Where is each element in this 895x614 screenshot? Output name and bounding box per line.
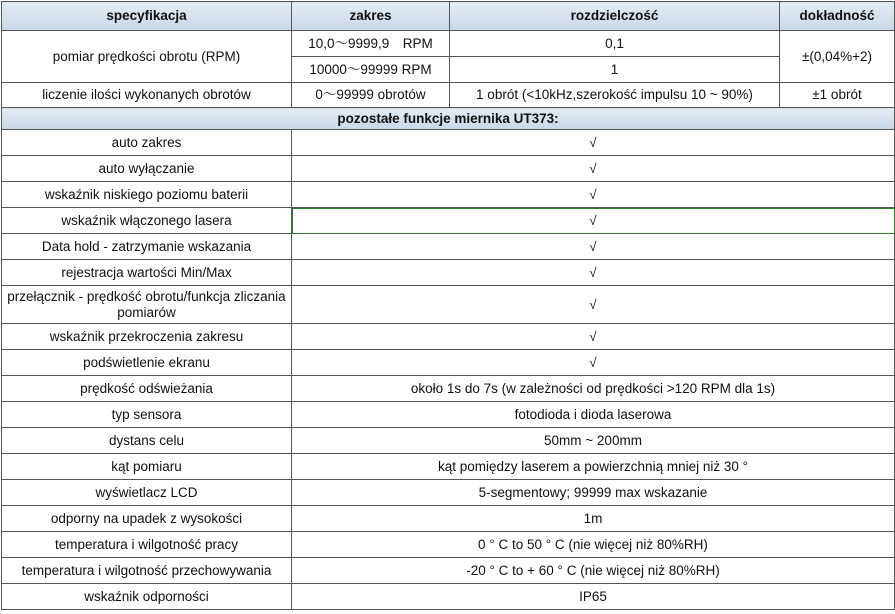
section-row bbox=[2, 108, 895, 130]
function-value: około 1s do 7s (w zależności od prędkości >120 RPM dla 1s) bbox=[292, 376, 895, 402]
function-row bbox=[2, 506, 895, 532]
function-label: temperatura i wilgotność pracy bbox=[2, 532, 292, 558]
spec-table bbox=[1, 1, 895, 610]
function-row bbox=[2, 428, 895, 454]
check-mark: √ bbox=[292, 350, 895, 376]
rpm-resolution-1: 0,1 bbox=[450, 31, 780, 57]
function-value: 1m bbox=[292, 506, 895, 532]
rpm-label: pomiar prędkości obrotu (RPM) bbox=[2, 31, 292, 83]
rpm-row-1 bbox=[2, 31, 895, 57]
function-value: kąt pomiędzy laserem a powierzchnią mniej niż 30 ° bbox=[292, 454, 895, 480]
function-value: 5-segmentowy; 99999 max wskazanie bbox=[292, 480, 895, 506]
header-range: zakres bbox=[292, 2, 450, 31]
function-label: wskaźnik niskiego poziomu baterii bbox=[2, 182, 292, 208]
function-label: temperatura i wilgotność przechowywania bbox=[2, 558, 292, 584]
section-title: pozostałe funkcje miernika UT373: bbox=[2, 108, 895, 130]
function-row bbox=[2, 156, 895, 182]
function-label: auto zakres bbox=[2, 130, 292, 156]
function-value: fotodioda i dioda laserowa bbox=[292, 402, 895, 428]
function-row bbox=[2, 130, 895, 156]
count-row bbox=[2, 83, 895, 108]
header-row bbox=[2, 2, 895, 31]
rpm-range-1: 10,0～9999,9 RPM bbox=[292, 31, 450, 57]
function-row bbox=[2, 402, 895, 428]
function-label: auto wyłączanie bbox=[2, 156, 292, 182]
count-range: 0～99999 obrotów bbox=[292, 83, 450, 108]
rpm-resolution-2: 1 bbox=[450, 57, 780, 83]
function-label: Data hold - zatrzymanie wskazania bbox=[2, 234, 292, 260]
function-label: prędkość odświeżania bbox=[2, 376, 292, 402]
header-resolution: rozdzielczość bbox=[450, 2, 780, 31]
function-label: przełącznik - prędkość obrotu/funkcja zliczania pomiarów bbox=[2, 286, 292, 324]
check-mark: √ bbox=[292, 182, 895, 208]
function-row bbox=[2, 480, 895, 506]
function-row bbox=[2, 260, 895, 286]
function-row bbox=[2, 182, 895, 208]
check-mark: √ bbox=[292, 260, 895, 286]
function-value: -20 ° C to + 60 ° C (nie więcej niż 80%RH) bbox=[292, 558, 895, 584]
function-label: podświetlenie ekranu bbox=[2, 350, 292, 376]
function-label: dystans celu bbox=[2, 428, 292, 454]
function-row bbox=[2, 532, 895, 558]
function-value: 0 ° C to 50 ° C (nie więcej niż 80%RH) bbox=[292, 532, 895, 558]
check-mark-selected: √ bbox=[292, 208, 895, 234]
function-value: 50mm ~ 200mm bbox=[292, 428, 895, 454]
function-row bbox=[2, 208, 895, 234]
function-label: typ sensora bbox=[2, 402, 292, 428]
function-label: wskaźnik włączonego lasera bbox=[2, 208, 292, 234]
check-mark: √ bbox=[292, 234, 895, 260]
check-mark: √ bbox=[292, 286, 895, 324]
function-label: wyświetlacz LCD bbox=[2, 480, 292, 506]
header-accuracy: dokładność bbox=[780, 2, 895, 31]
function-label: wskaźnik odporności bbox=[2, 584, 292, 610]
count-label: liczenie ilości wykonanych obrotów bbox=[2, 83, 292, 108]
function-row bbox=[2, 350, 895, 376]
function-row bbox=[2, 324, 895, 350]
function-value: IP65 bbox=[292, 584, 895, 610]
check-mark: √ bbox=[292, 156, 895, 182]
rpm-accuracy: ±(0,04%+2) bbox=[780, 31, 895, 83]
function-row bbox=[2, 286, 895, 324]
function-label: rejestracja wartości Min/Max bbox=[2, 260, 292, 286]
function-row bbox=[2, 376, 895, 402]
count-resolution: 1 obrót (<10kHz,szerokość impulsu 10 ~ 90%) bbox=[450, 83, 780, 108]
function-label: wskaźnik przekroczenia zakresu bbox=[2, 324, 292, 350]
function-row bbox=[2, 584, 895, 610]
function-label: odporny na upadek z wysokości bbox=[2, 506, 292, 532]
function-row bbox=[2, 454, 895, 480]
function-row bbox=[2, 558, 895, 584]
function-row bbox=[2, 234, 895, 260]
check-mark: √ bbox=[292, 324, 895, 350]
count-accuracy: ±1 obrót bbox=[780, 83, 895, 108]
function-label: kąt pomiaru bbox=[2, 454, 292, 480]
rpm-range-2: 10000～99999 RPM bbox=[292, 57, 450, 83]
header-spec: specyfikacja bbox=[2, 2, 292, 31]
check-mark: √ bbox=[292, 130, 895, 156]
